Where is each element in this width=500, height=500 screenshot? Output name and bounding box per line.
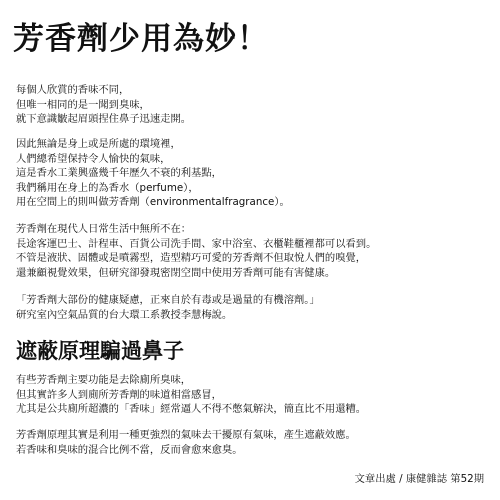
text-line: 尤其是公共廁所超濃的「香味」經常逼人不得不憋氣解決，簡直比不用還糟。	[16, 403, 367, 415]
text-line: 就下意識皺起眉頭捏住鼻子迅速走開。	[16, 113, 192, 125]
text-line: 若香味和臭味的混合比例不當，反而會愈來愈臭。	[16, 443, 243, 456]
text-line: 「芳香劑大部份的健康疑慮，正來自於有毒或是過量的有機溶劑。」	[16, 294, 320, 306]
page-title: 芳香劑少用為妙！	[13, 21, 269, 57]
text-line: 長途客運巴士、計程車、百貨公司洗手間、家中浴室、衣櫃鞋櫃裡都可以看到。	[16, 237, 377, 250]
text-line: 人們總希望保持令人愉快的氣味，	[16, 152, 171, 165]
text-line: 但唯一相同的是一聞到臭味，	[16, 98, 150, 111]
paragraph-quote	[16, 293, 486, 322]
text-line: 研究室內空氣品質的台大環工系教授李慧梅說。	[16, 308, 233, 321]
source-credit: 文章出處 / 康健雜誌 第52期	[354, 473, 484, 485]
paragraph-perfume	[16, 137, 486, 210]
text-line: 還兼顧視覺效果，但研究卻發現密閉空間中使用芳香劑可能有害健康。	[16, 266, 336, 279]
text-line: 不管是液狀、固體或是噴霧型，造型精巧可愛的芳香劑不但取悅人們的嗅覺，	[16, 252, 367, 264]
text-line: 有些芳香劑主要功能是去除廁所臭味，	[16, 374, 192, 386]
text-line: 但其實許多人到廁所芳香劑的味道相當感冒，	[16, 388, 222, 401]
text-line: 因此無論是身上或是所處的環境裡，	[16, 138, 181, 150]
paragraph-everywhere	[16, 222, 486, 280]
paragraph-intro	[16, 83, 486, 127]
text-line: 這是香水工業興盛幾千年歷久不衰的利基點，	[16, 167, 222, 179]
paragraph-toilet	[16, 373, 486, 417]
section-heading: 遮蔽原理騙過鼻子	[16, 339, 184, 363]
text-line: 每個人欣賞的香味不同，	[16, 84, 130, 96]
text-line: 用在空間上的則叫做芳香劑（environmentalfragrance）。	[16, 196, 290, 208]
text-line: 芳香劑在現代人日常生活中無所不在：	[16, 223, 192, 235]
text-line: 我們稱用在身上的為香水（perfume），	[16, 181, 199, 194]
text-line: 芳香劑原理其實是利用一種更強烈的氣味去干擾原有氣味，產生遮蔽效應。	[16, 429, 356, 441]
paragraph-masking	[16, 428, 486, 457]
